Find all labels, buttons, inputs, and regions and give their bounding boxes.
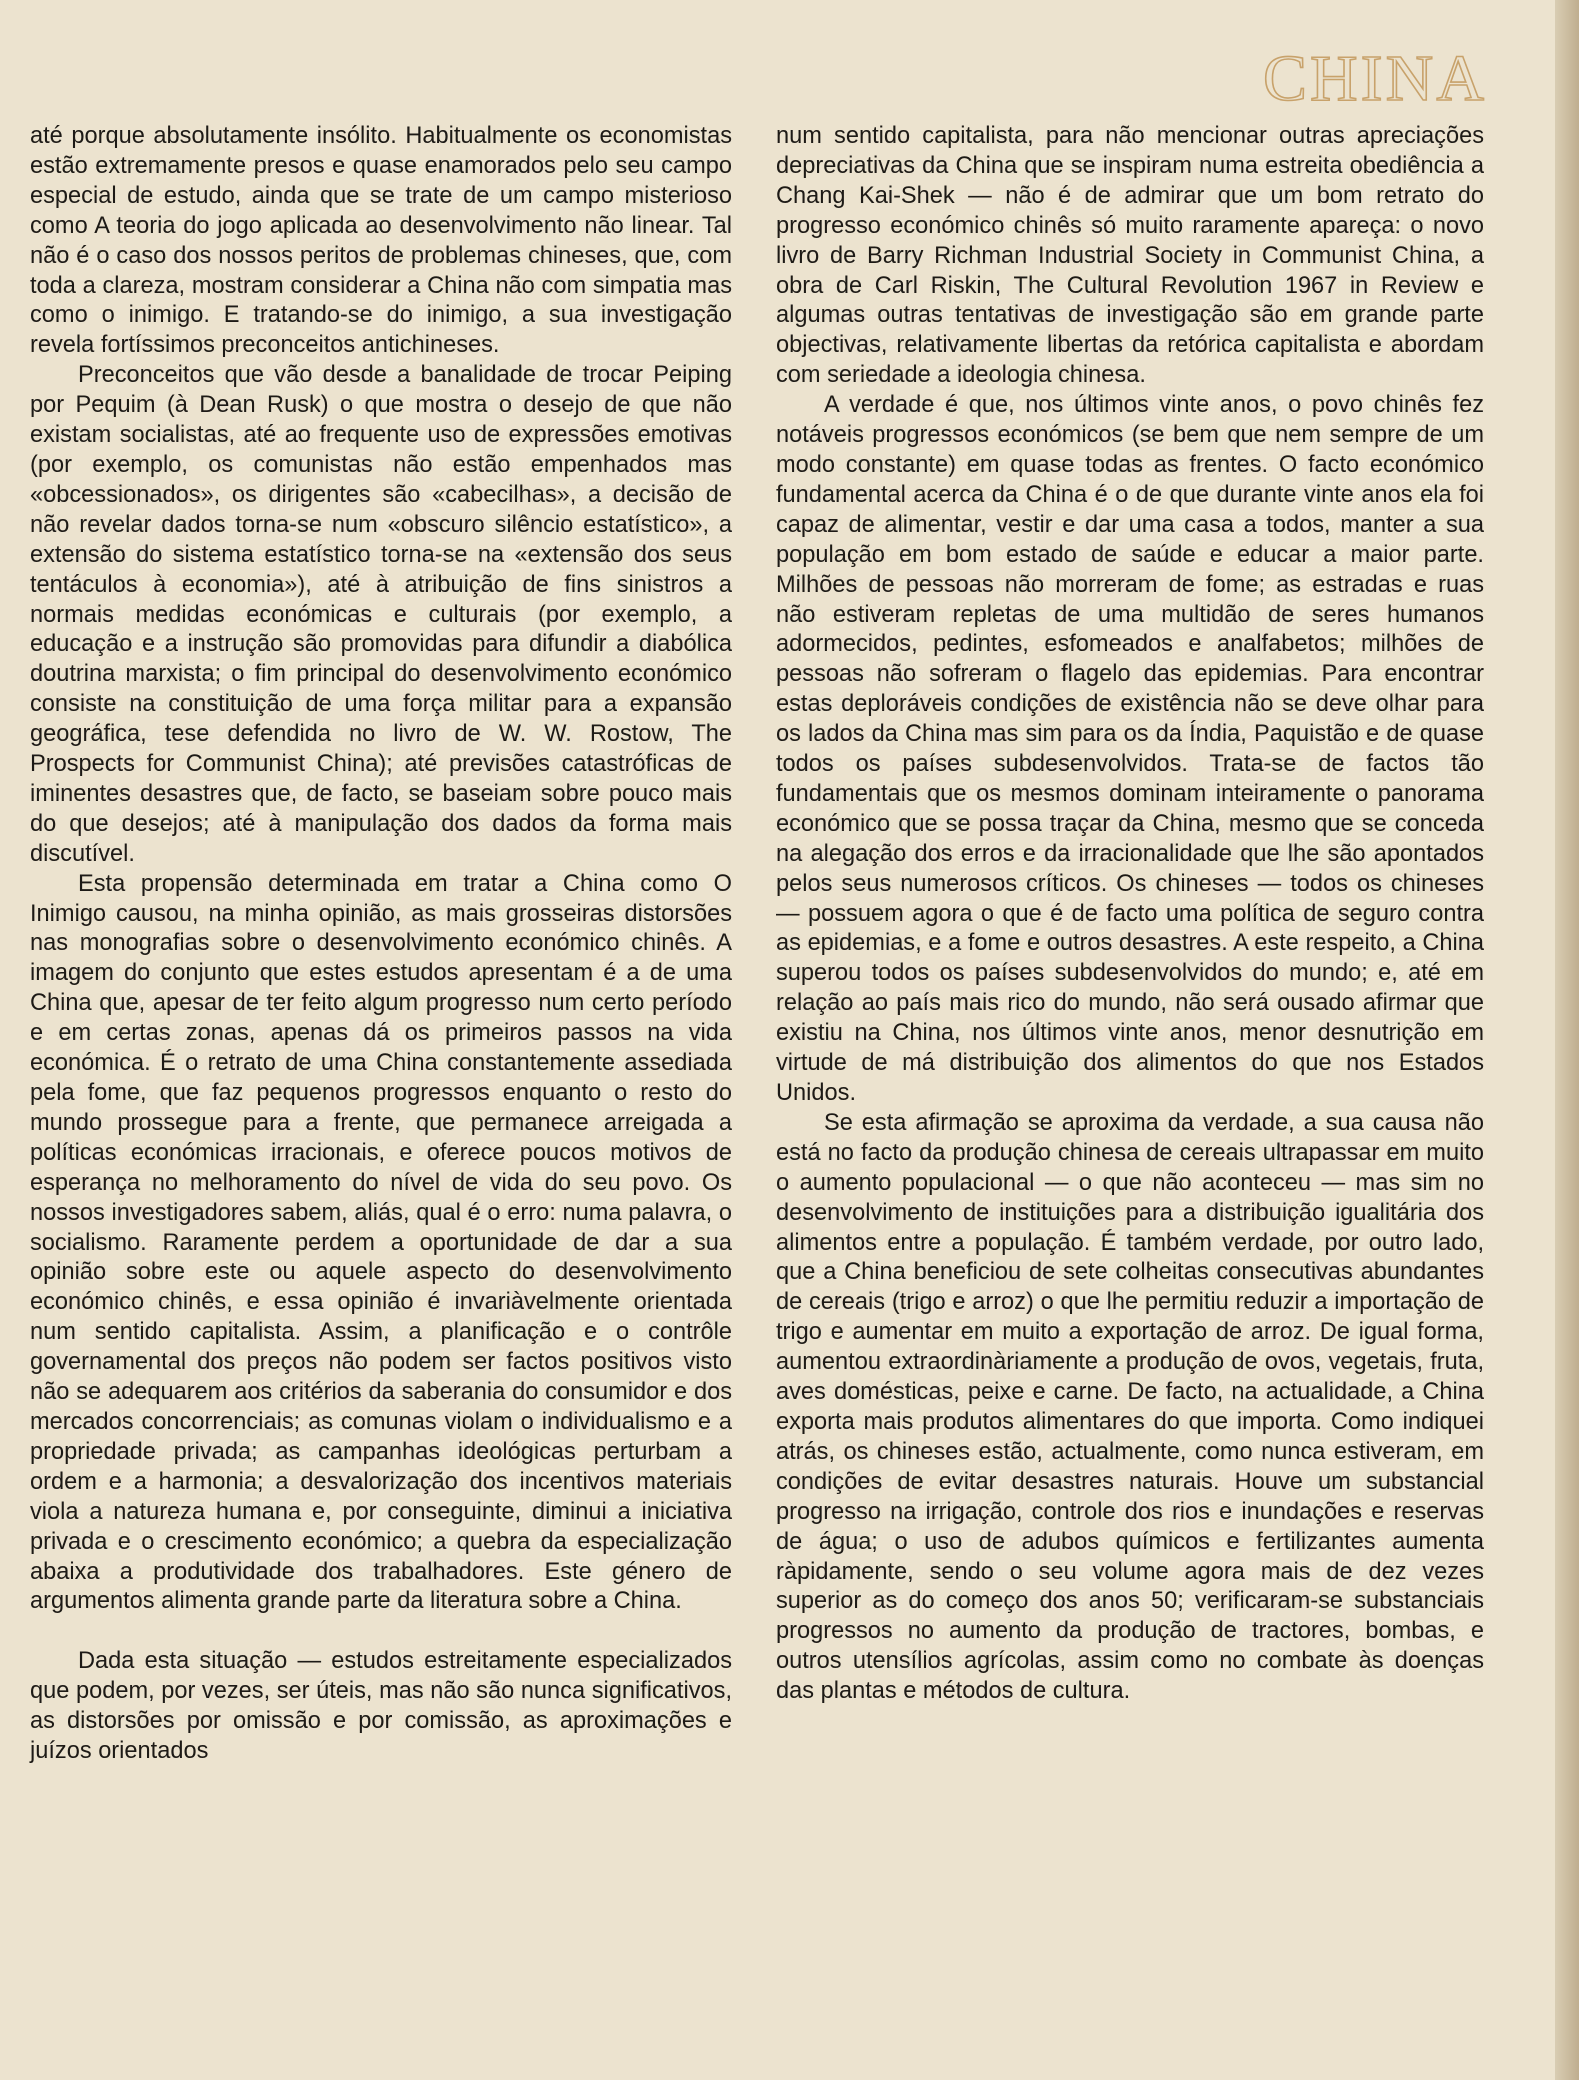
paragraph-5: num sentido capitalista, para não mencionar outras apreciações depreciativas da China que se inspiram numa estreita obediência a Chang Kai-Shek — não é de admirar que um bom retrato do progresso económico chinês só muito raramente apareça: o novo livro de Barry Richman Industrial Society in Communist China, a obra de Carl Riskin, The Cultural Revolution 1967 in Review e algumas outras tentativas de investigação são em grande parte objectivas, relativamente libertas da retórica capitalista e abordam com seriedade a ideologia chinesa.	[776, 123, 1484, 389]
paragraph-6: A verdade é que, nos últimos vinte anos, o povo chinês fez notáveis progressos económicos (se bem que nem sempre de um modo constante) em quase todas as frentes. O facto económico fundamental acerca da China é o de que durante vinte anos ela foi capaz de alimentar, vestir e dar uma casa a todos, manter a sua população em bom estado de saúde e educar a maior parte. Milhões de pessoas não morreram de fome; as estradas e ruas não estiveram repletas de uma multidão de seres humanos adormecidos, pedintes, esfomeados e analfabetos; milhões de pessoas não sofreram o flagelo das epidemias. Para encontrar estas deploráveis condições de existência não se deve olhar para os lados da China mas sim para os da Índia, Paquistão e de quase todos os países subdesenvolvidos. Trata-se de factos tão fundamentais que os mesmos dominam inteiramente o panorama económico que se possa traçar da China, mesmo que se conceda na alegação dos erros e da irracionalidade que lhe são apontados pelos seus numerosos críticos. Os chineses — todos os chineses — possuem agora o que é de facto uma política de seguro contra as epidemias, e a fome e outros desastres. A este respeito, a China superou todos os países subdesenvolvidos do mundo; e, até em relação ao país mais rico do mundo, não será ousado afirmar que existiu na China, nos últimos vinte anos, menor desnutrição em virtude de má distribuição dos alimentos do que nos Estados Unidos.	[776, 392, 1484, 1106]
paragraph-2: Preconceitos que vão desde a banalidade de trocar Peiping por Pequim (à Dean Rusk) o que mostra o desejo de que não existam socialistas, até ao frequente uso de expressões emotivas (por exemplo, os comunistas não estão empenhados mas «obcessionados», os dirigentes são «cabecilhas», a decisão de não revelar dados torna-se num «obscuro silêncio estatístico», a extensão do sistema estatístico torna-se na «extensão dos seus tentáculos à economia»), até à atribuição de fins sinistros a normais medidas económicas e culturais (por exemplo, a educação e a instrução são promovidas para difundir a diabólica doutrina marxista; o fim principal do desenvolvimento económico consiste na constituição de uma força militar para a expansão geográfica, tese defendida no livro de W. W. Rostow, The Prospects for Communist China); até previsões catastróficas de iminentes desastres que, de facto, se baseiam sobre pouco mais do que desejos; até à manipulação dos dados da forma mais discutível.	[30, 362, 732, 867]
left-column	[30, 122, 732, 1767]
paragraph-7: Se esta afirmação se aproxima da verdade, a sua causa não está no facto da produção chinesa de cereais ultrapassar em muito o aumento populacional — o que não aconteceu — mas sim no desenvolvimento de instituições para a distribuição igualitária dos alimentos entre a população. É também verdade, por outro lado, que a China beneficiou de sete colheitas consecutivas abundantes de cereais (trigo e arroz) o que lhe permitiu reduzir a importação de trigo e aumentar em muito a exportação de arroz. De igual forma, aumentou extraordinàriamente a produção de ovos, vegetais, fruta, aves domésticas, peixe e carne. De facto, na actualidade, a China exporta mais produtos alimentares do que importa. Como indiquei atrás, os chineses estão, actualmente, como nunca estiveram, em condições de evitar desastres naturais. Houve um substancial progresso na irrigação, controle dos rios e inundações e reservas de água; o uso de adubos químicos e fertilizantes aumenta ràpidamente, sendo o seu volume agora mais de dez vezes superior as do começo dos anos 50; verificaram-se substanciais progressos no aumento da produção de tractores, bombas, e outros utensílios agrícolas, assim como no combate às doenças das plantas e métodos de cultura.	[776, 1109, 1484, 1705]
page-edge	[1555, 0, 1579, 2080]
paragraph-4: Dada esta situação — estudos estreitamente especializados que podem, por vezes, ser úteis, mas não são nunca significativos, as distorsões por omissão e por comissão, as aproximações e juízos orientados	[30, 1648, 732, 1765]
right-column	[776, 122, 1484, 1707]
paragraph-3: Esta propensão determinada em tratar a China como O Inimigo causou, na minha opinião, as mais grosseiras distorsões nas monografias sobre o desenvolvimento económico chinês. A imagem do conjunto que estes estudos apresentam é a de uma China que, apesar de ter feito algum progresso num certo período e em certas zonas, apenas dá os primeiros passos na vida económica. É o retrato de uma China constantemente assediada pela fome, que faz pequenos progressos enquanto o resto do mundo prossegue para a frente, que permanece arreigada a políticas económicas irracionais, e oferece poucos motivos de esperança no melhoramento do nível de vida do seu povo. Os nossos investigadores sabem, aliás, qual é o erro: numa palavra, o socialismo. Raramente perdem a oportunidade de dar a sua opinião sobre este ou aquele aspecto do desenvolvimento económico chinês, e essa opinião é invariàvelmente orientada num sentido capitalista. Assim, a planificação e o contrôle governamental dos preços não podem ser factos positivos visto não se adequarem aos critérios da saberania do consumidor e dos mercados concorrenciais; as comunas violam o individualismo e a propriedade privada; as campanhas ideológicas perturbam a ordem e a harmonia; a desvalorização dos incentivos materiais viola a natureza humana e, por conseguinte, diminui a iniciativa privada e o crescimento económico; a quebra da especialização abaixa a produtividade dos trabalhadores. Este género de argumentos alimenta grande parte da literatura sobre a China.	[30, 870, 732, 1615]
section-title: CHINA	[1263, 42, 1487, 115]
paragraph-1: até porque absolutamente insólito. Habitualmente os economistas estão extremamente presos e quase enamorados pelo seu campo especial de estudo, ainda que se trate de um campo misterioso como A teoria do jogo aplicada ao desenvolvimento não linear. Tal não é o caso dos nossos peritos de problemas chineses, que, com toda a clareza, mostram considerar a China não com simpatia mas como o inimigo. E tratando-se do inimigo, a sua investigação revela fortíssimos preconceitos antichineses.	[30, 123, 732, 359]
